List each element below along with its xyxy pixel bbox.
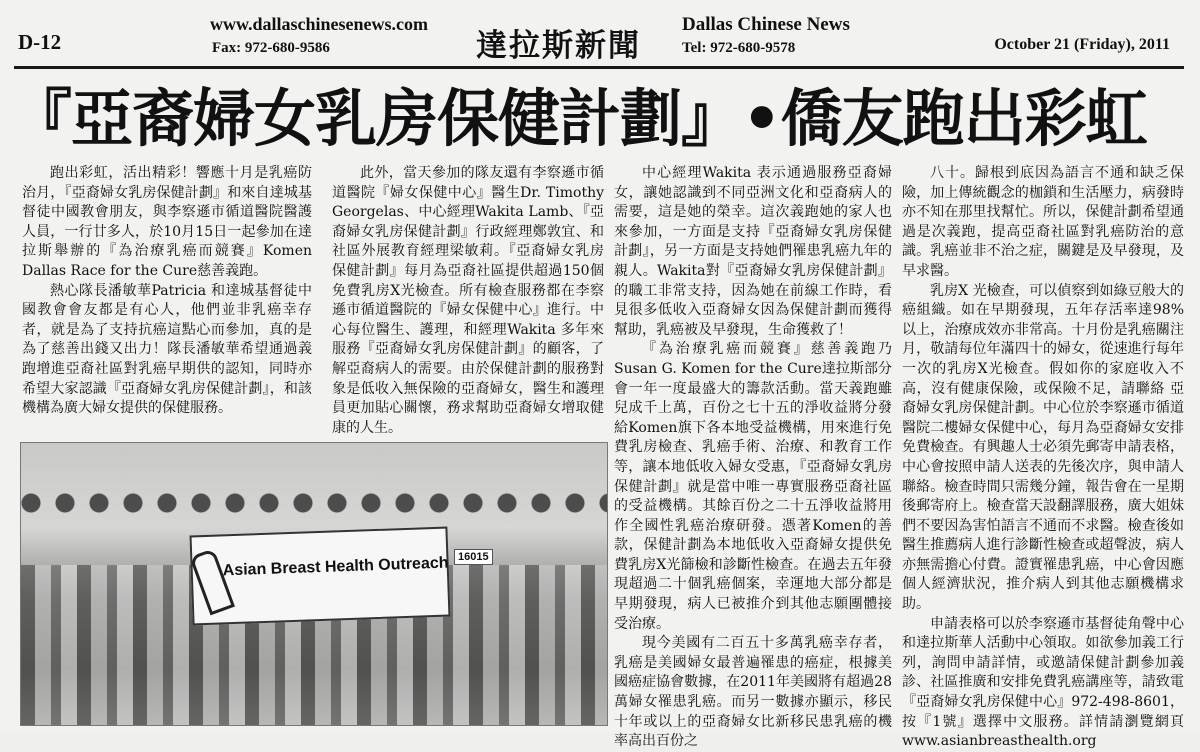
paper-name-english: Dallas Chinese News bbox=[682, 14, 850, 35]
paragraph: 熱心隊長潘敏華Patricia 和達城基督徒中國教會會友都是有心人，他們並非乳癌幸存者，就是為了支持抗癌這點心而參加，真的是為了慈善出錢又出力！隊長潘敏華希望通過義跑增進亞裔社區對乳癌早期供的認知，同時亦希望大家認識『亞裔婦女乳房保健計劃』，和該機構為廣大婦女提供的保健服務。 bbox=[22, 282, 312, 417]
paper-name-chinese: 達拉斯新聞 bbox=[476, 28, 641, 64]
paragraph: 此外，當天參加的隊友還有李察遜市循道醫院『婦女保健中心』醫生Dr. Timothy Georgelas、中心經理Wakita Lamb、『亞裔婦女乳房保健計劃』行政經理鄭敦宜、和社區外展教育經理梁敏莉。『亞裔婦女乳房保健計劃』每月為亞裔社區提供超過150個免費乳房X光檢查。所有檢查服務都在李察遜市循道醫院的『婦女保健中心』進行。中心每位醫生、護理，和經理Wakita 多年來服務『亞裔婦女乳房保健計劃』的顧客，了解亞裔病人的需要。由於保健計劃的服務對象是低收入無保險的亞裔婦女，醫生和護理員更加貼心關懷，務求幫助亞裔婦女增取健康的人生。 bbox=[332, 165, 604, 436]
paragraph: 申請表格可以於李察遜市基督徒角聲中心和達拉斯華人活動中心領取。如欲參加義工行列，詢問申請詳情，或邀請保健計劃參加義診、社區推廣和安排免費乳癌講座等，請致電『亞裔婦女乳房保健中心』972-498-8601，按『1號』選擇中文服務。詳情請瀏覽網頁www.asianbreasthealth.org bbox=[902, 615, 1184, 750]
race-bib: 16015 bbox=[454, 549, 493, 565]
article-column-4 bbox=[902, 164, 1184, 750]
telephone-number: Tel: 972-680-9578 bbox=[682, 40, 796, 56]
team-banner bbox=[190, 527, 451, 626]
paragraph: 八十。歸根到底因為語言不通和缺乏保險，加上傳統觀念的枷鎖和生活壓力，病發時亦不知在那里找幫忙。所以，保健計劃希望通過是次義跑，提高亞裔社區對乳癌防治的意識。乳癌並非不治之症，關鍵是及早發現，及早求醫。 bbox=[902, 165, 1184, 279]
article-column-1 bbox=[22, 164, 312, 424]
masthead-rule bbox=[14, 66, 1184, 69]
page-number: D-12 bbox=[18, 30, 62, 54]
paragraph: 中心經理Wakita 表示通過服務亞裔婦女，讓她認識到不同亞洲文化和亞裔病人的需要，這是她的榮幸。這次義跑她的家人也來參加，一方面是支持『亞裔婦女乳房保健計劃』，另一方面是支持她們罹患乳癌九年的親人。Wakita對『亞裔婦女乳房保健計劃』的職工非常支持，因為她在前線工作時，看見很多低收入亞裔婦女因為保健計劃而獲得幫助，乳癌被及早發現，生命獲救了！ bbox=[614, 165, 892, 338]
paragraph: 『為治療乳癌而競賽』慈善義跑乃Susan G. Komen for the Cure達拉斯部分會一年一度最盛大的籌款活動。當天義跑雖兒成千上萬，百份之七十五的淨收益將分發給Komen旗下各本地受益機構，用來進行免費乳房檢查、乳癌手術、治療、和教育工作等，讓本地低收入婦女受惠，『亞裔婦女乳房保健計劃』就是當中唯一專實服務亞裔社區的受益機構。其餘百份之二十五淨收益將用作全國性乳癌治療研發。憑著Komen的善款，保健計劃為本地低收入亞裔婦女提供免費乳房X光篩檢和診斷性檢查。在過去五年發現超過二十個乳癌個案，幸運地大部分都是早期發現，病人已被推介到其他志願團體接受治療。 bbox=[614, 341, 892, 632]
issue-date: October 21 (Friday), 2011 bbox=[994, 36, 1170, 53]
website-url: www.dallaschinesenews.com bbox=[210, 14, 429, 34]
paragraph: 現今美國有二百五十多萬乳癌幸存者，乳癌是美國婦女最普遍罹患的癌症，根據美國癌症協會數據，在2011年美國將有超過28萬婦女罹患乳癌。而另一數據亦顯示，移民十年或以上的亞裔婦女比新移民患乳癌的機率高出百份之 bbox=[614, 635, 892, 750]
paragraph: 跑出彩虹，活出精彩！響應十月是乳癌防治月，『亞裔婦女乳房保健計劃』和來自達城基督徒中國教會朋友，與李察遜市循道醫院醫護人員，一行廿多人，於10月15日一起參加在達拉斯舉辦的『為治療乳癌而競賽』Komen Dallas Race for the Cure慈善義跑。 bbox=[22, 165, 312, 279]
article-column-2 bbox=[332, 164, 604, 434]
pink-ribbon-icon bbox=[189, 548, 235, 615]
masthead bbox=[18, 8, 1182, 66]
group-photo bbox=[20, 442, 608, 726]
fax-number: Fax: 972-680-9586 bbox=[212, 40, 330, 56]
banner-text: Asian Breast Health Outreach bbox=[222, 554, 449, 580]
article-headline: 『亞裔婦女乳房保健計劃』•僑友跑出彩虹 bbox=[10, 82, 1147, 155]
paragraph: 乳房X 光檢查，可以偵察到如綠豆般大的癌組織。如在早期發現，五年存活率達98%以上，治療成效亦非常高。十月份是乳癌關注月，敬請每位年滿四十的婦女，從速進行每年一次的乳房X光檢查。假如你的家庭收入不高，沒有健康保險，或保險不足，請聯絡 亞裔婦女乳房保健計劃。中心位於李察遜市循道醫院二樓婦女保健中心，每月為亞裔婦女安排免費檢查。有興趣人士必須先郵寄申請表格，中心會按照申請人送表的先後次序，與申請人聯絡。檢查時間只需幾分鐘，報告會在一星期後郵寄府上。檢查當天設翻譯服務，廣大姐妹們不要因為害怕語言不通而不求醫。檢查後如醫生推薦病人進行診斷性檢查或超聲波，病人亦無需擔心付費。證實罹患乳癌，中心會因應個人經濟狀況，推介病人到其他志願機構求助。 bbox=[902, 282, 1184, 613]
article-column-3 bbox=[614, 164, 892, 750]
